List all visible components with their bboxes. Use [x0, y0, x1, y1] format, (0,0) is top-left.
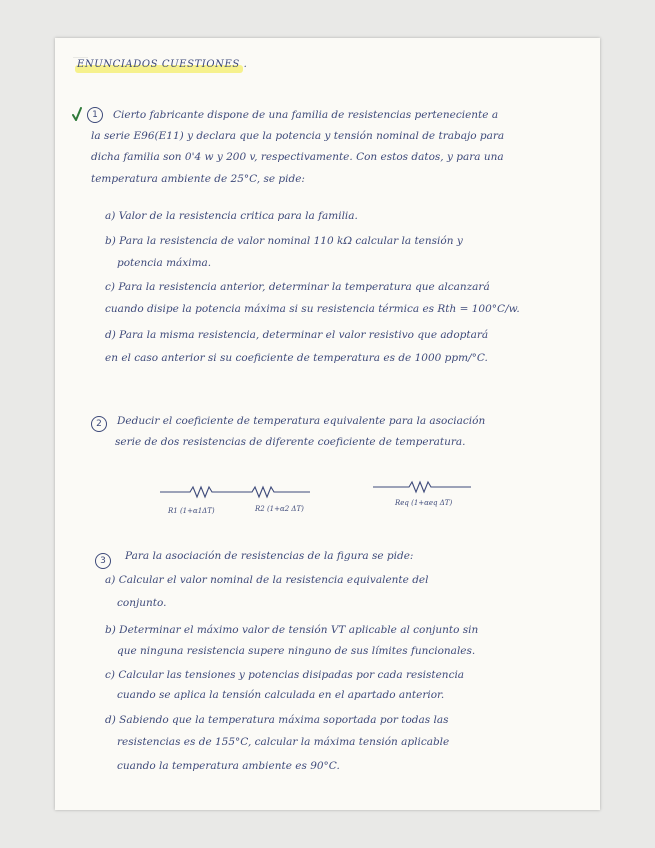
question-2-number: 2 — [91, 416, 107, 432]
q1-item-a: a) Valor de la resistencia critica para la familia. — [105, 210, 358, 222]
checkmark-icon — [72, 107, 82, 121]
q1-item-c-cont: cuando disipe la potencia máxima si su resistencia térmica es Rth = 100°C/w. — [105, 303, 520, 315]
q1-item-b: b) Para la resistencia de valor nominal 110 kΩ calcular la tensión y — [105, 235, 463, 247]
q3-item-c: c) Calcular las tensiones y potencias disipadas por cada resistencia — [105, 669, 465, 681]
q1-item-c: c) Para la resistencia anterior, determinar la temperatura que alcanzará — [105, 281, 490, 293]
q3-item-d-cont-2: cuando la temperatura ambiente es 90°C. — [117, 760, 340, 772]
question-3-number: 3 — [95, 553, 111, 569]
q3-line-1: Para la asociación de resistencias de la figura se pide: — [125, 550, 414, 562]
q1-line-1: Cierto fabricante dispone de una familia de resistencias perteneciente a — [113, 109, 499, 121]
q1-item-b-cont: potencia máxima. — [117, 257, 212, 269]
r1-label: R1 (1+α1ΔT) — [168, 507, 215, 515]
document-page — [55, 38, 600, 810]
header-note: __________ — [73, 54, 88, 58]
q3-item-a: a) Calcular el valor nominal de la resistencia equivalente del — [105, 574, 429, 586]
q2-line-1: Deducir el coeficiente de temperatura equivalente para la asociación — [117, 415, 486, 427]
page-title: ENUNCIADOS CUESTIONES . — [77, 59, 248, 70]
r2-label: R2 (1+α2 ΔT) — [255, 505, 304, 513]
q3-item-d: d) Sabiendo que la temperatura máxima soportada por todas las — [105, 714, 449, 726]
q1-line-4: temperatura ambiente de 25°C, se pide: — [91, 173, 305, 185]
q1-item-d-cont: en el caso anterior si su coeficiente de temperatura es de 1000 ppm/°C. — [105, 352, 488, 364]
q2-line-2: serie de dos resistencias de diferente coeficiente de temperatura. — [115, 436, 466, 448]
q3-item-b: b) Determinar el máximo valor de tensión VT aplicable al conjunto sin — [105, 624, 479, 636]
q3-item-a-cont: conjunto. — [117, 597, 167, 609]
q1-item-d: d) Para la misma resistencia, determinar el valor resistivo que adoptará — [105, 329, 489, 341]
q3-item-d-cont: resistencias es de 155°C, calcular la máxima tensión aplicable — [117, 736, 450, 748]
req-label: Req (1+αeq ΔT) — [395, 499, 453, 507]
q1-line-3: dicha familia son 0'4 w y 200 v, respectivamente. Con estos datos, y para una — [91, 151, 504, 163]
q3-item-c-cont: cuando se aplica la tensión calculada en el apartado anterior. — [117, 689, 445, 701]
q1-line-2: la serie E96(E11) y declara que la potencia y tensión nominal de trabajo para — [91, 130, 505, 142]
q3-item-b-cont: que ninguna resistencia supere ninguno de sus límites funcionales. — [117, 645, 476, 657]
series-resistors-diagram — [160, 484, 310, 500]
question-1-number: 1 — [87, 107, 103, 123]
equivalent-resistor-diagram — [373, 479, 471, 495]
